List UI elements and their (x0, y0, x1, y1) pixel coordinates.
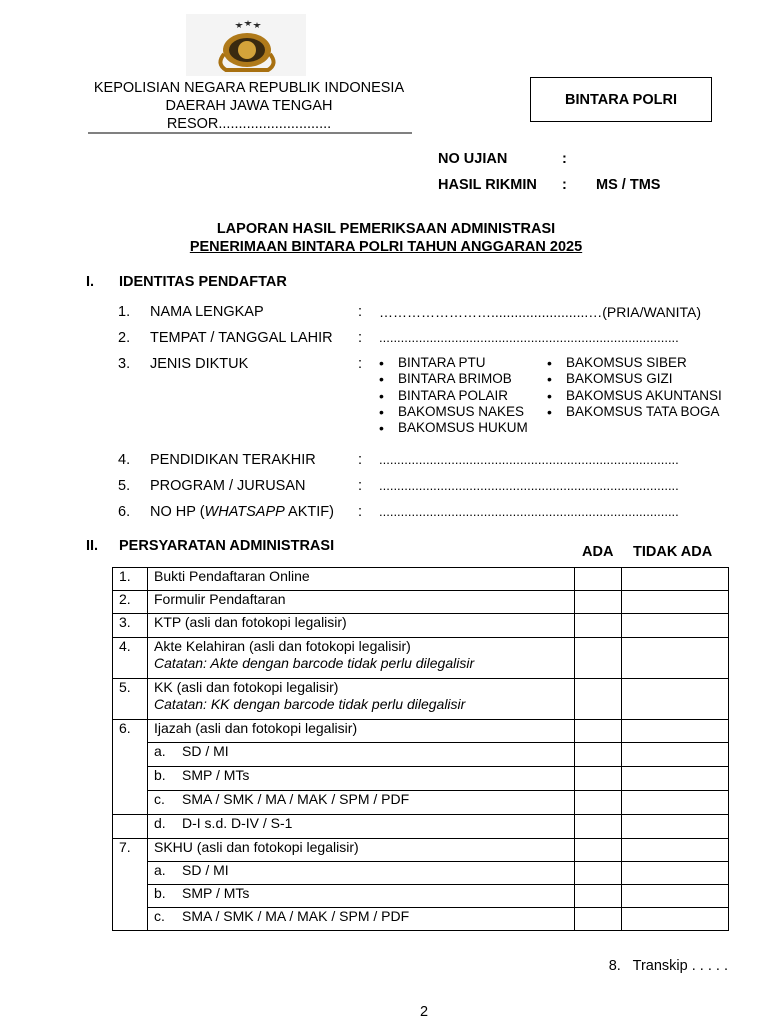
field-1-colon: : (358, 304, 363, 320)
tidak-ada-cell (622, 720, 729, 743)
table-row (113, 908, 729, 931)
ada-cell (575, 591, 622, 614)
row-number: 7. (113, 839, 148, 931)
tidak-ada-cell (622, 743, 729, 767)
hasil-rikmin-colon: : (562, 177, 567, 193)
field-pendidikan-terakhir-value: ................................................................................... (379, 452, 679, 467)
row-number: 3. (113, 614, 148, 638)
field-jenis-diktuk-label: JENIS DIKTUK (150, 356, 249, 372)
diktuk-option: • BAKOMSUS TATA BOGA (566, 404, 722, 420)
header-divider (88, 132, 412, 134)
row-text: Formulir Pendaftaran (148, 591, 575, 614)
org-region: DAERAH JAWA TENGAH (165, 98, 333, 114)
row-text: Bukti Pendaftaran Online (148, 568, 575, 591)
section-2-number: II. (86, 538, 99, 554)
sub-text: D-I s.d. D-IV / S-1 (182, 815, 293, 831)
sub-letter: a. (154, 862, 166, 878)
table-row (113, 791, 729, 815)
row-text (148, 791, 575, 815)
sub-letter: b. (154, 885, 166, 901)
field-5-colon: : (358, 478, 363, 494)
report-subtitle (86, 239, 686, 255)
column-tidak-ada-header: TIDAK ADA (633, 544, 713, 560)
organization-header (86, 79, 412, 133)
table-row (113, 638, 729, 679)
field-program-jurusan-label: PROGRAM / JURUSAN (150, 478, 306, 494)
diktuk-option: • BAKOMSUS GIZI (566, 371, 722, 387)
row-number: 5. (113, 679, 148, 720)
ada-cell (575, 862, 622, 885)
field-2-number: 2. (118, 330, 131, 346)
diktuk-option: • BINTARA PTU (398, 355, 528, 371)
ada-cell (575, 908, 622, 931)
ada-cell (575, 568, 622, 591)
sub-letter: a. (154, 743, 166, 759)
table-row (113, 839, 729, 862)
diktuk-options-left (398, 355, 528, 436)
ada-cell (575, 839, 622, 862)
diktuk-option: • BAKOMSUS SIBER (566, 355, 722, 371)
tidak-ada-cell (622, 591, 729, 614)
row-text (148, 862, 575, 885)
table-row (113, 679, 729, 720)
sub-text: SD / MI (182, 743, 229, 759)
tidak-ada-cell (622, 908, 729, 931)
field-2-colon: : (358, 330, 363, 346)
tidak-ada-cell (622, 614, 729, 638)
category-box (530, 77, 712, 122)
sub-text: SMA / SMK / MA / MAK / SPM / PDF (182, 908, 410, 924)
row-text (148, 885, 575, 908)
field-no-hp-label-post: AKTIF) (284, 504, 334, 520)
tidak-ada-cell (622, 815, 729, 839)
sub-letter: c. (154, 908, 165, 924)
tidak-ada-cell (622, 791, 729, 815)
tidak-ada-cell (622, 638, 729, 679)
table-row (113, 568, 729, 591)
row-text (148, 743, 575, 767)
row-number-empty (113, 815, 148, 839)
page-number: 2 (419, 1004, 429, 1020)
row-text: Ijazah (asli dan fotokopi legalisir) (148, 720, 575, 743)
tidak-ada-cell (622, 885, 729, 908)
row-text (148, 815, 575, 839)
hasil-rikmin-value: MS / TMS (596, 177, 661, 193)
field-tempat-tanggal-lahir-value: ................................................................................... (379, 330, 679, 345)
diktuk-option: • BINTARA BRIMOB (398, 371, 528, 387)
row-number: 6. (113, 720, 148, 815)
column-ada-header: ADA (582, 544, 614, 560)
row-number: 2. (113, 591, 148, 614)
police-emblem-logo (186, 14, 306, 76)
no-ujian-colon: : (562, 151, 567, 167)
field-4-colon: : (358, 452, 363, 468)
field-3-number: 3. (118, 356, 131, 372)
row-number: 4. (113, 638, 148, 679)
row-note: Catatan: Akte dengan barcode tidak perlu dilegalisir (154, 654, 475, 671)
row-text-main: KK (asli dan fotokopi legalisir) (154, 679, 339, 695)
category-box-label: BINTARA POLRI (565, 91, 677, 108)
diktuk-option: • BINTARA POLAIR (398, 388, 528, 404)
row-text (148, 638, 575, 679)
table-row (113, 815, 729, 839)
field-nama-lengkap-value: …………………….........................…(PRIA/WANITA) (379, 304, 702, 320)
ada-cell (575, 638, 622, 679)
field-6-number: 6. (118, 504, 131, 520)
hasil-rikmin-label: HASIL RIKMIN (438, 177, 537, 193)
sub-text: SMP / MTs (182, 767, 250, 783)
report-title: LAPORAN HASIL PEMERIKSAAN ADMINISTRASI (216, 221, 556, 237)
table-row (113, 591, 729, 614)
field-no-hp-label (150, 504, 334, 520)
field-pendidikan-terakhir-label: PENDIDIKAN TERAKHIR (150, 452, 316, 468)
row-number: 1. (113, 568, 148, 591)
next-page-continuation: 8. Transkip . . . . . (608, 958, 728, 974)
section-1-number: I. (86, 274, 95, 290)
tidak-ada-cell (622, 862, 729, 885)
row-text: KTP (asli dan fotokopi legalisir) (148, 614, 575, 638)
field-5-number: 5. (118, 478, 131, 494)
sub-letter: b. (154, 767, 166, 783)
table-row (113, 720, 729, 743)
field-3-colon: : (358, 356, 363, 372)
ada-cell (575, 720, 622, 743)
field-no-hp-label-em: WHATSAPP (204, 504, 285, 520)
row-text-main: Akte Kelahiran (asli dan fotokopi legalisir) (154, 638, 411, 654)
table-row (113, 862, 729, 885)
field-no-hp-label-pre: NO HP ( (150, 504, 205, 520)
table-row (113, 614, 729, 638)
org-resor: RESOR............................ (166, 116, 332, 132)
diktuk-option: • BAKOMSUS HUKUM (398, 420, 528, 436)
ada-cell (575, 743, 622, 767)
field-6-colon: : (358, 504, 363, 520)
ada-cell (575, 679, 622, 720)
field-tempat-tanggal-lahir-label: TEMPAT / TANGGAL LAHIR (150, 330, 333, 346)
row-text: SKHU (asli dan fotokopi legalisir) (148, 839, 575, 862)
sub-text: SMA / SMK / MA / MAK / SPM / PDF (182, 791, 410, 807)
tidak-ada-cell (622, 568, 729, 591)
sub-letter: d. (154, 815, 166, 831)
ada-cell (575, 791, 622, 815)
ada-cell (575, 767, 622, 791)
sub-letter: c. (154, 791, 165, 807)
table-row (113, 767, 729, 791)
field-4-number: 4. (118, 452, 131, 468)
field-nama-lengkap-label: NAMA LENGKAP (150, 304, 264, 320)
requirements-table (112, 567, 729, 931)
ada-cell (575, 885, 622, 908)
row-text (148, 679, 575, 720)
field-no-hp-value: ................................................................................... (379, 504, 679, 519)
tidak-ada-cell (622, 767, 729, 791)
diktuk-option: • BAKOMSUS AKUNTANSI (566, 388, 722, 404)
field-1-number: 1. (118, 304, 131, 320)
field-program-jurusan-value: ................................................................................... (379, 478, 679, 493)
table-row (113, 743, 729, 767)
row-text (148, 767, 575, 791)
table-row (113, 885, 729, 908)
org-name: KEPOLISIAN NEGARA REPUBLIK INDONESIA (93, 80, 405, 96)
tidak-ada-cell (622, 839, 729, 862)
row-note: Catatan: KK dengan barcode tidak perlu dilegalisir (154, 695, 466, 712)
section-2-title: PERSYARATAN ADMINISTRASI (119, 538, 335, 554)
sub-text: SMP / MTs (182, 885, 250, 901)
section-1-title: IDENTITAS PENDAFTAR (119, 274, 287, 290)
tidak-ada-cell (622, 679, 729, 720)
ada-cell (575, 815, 622, 839)
report-subtitle-text: PENERIMAAN BINTARA POLRI TAHUN ANGGARAN 2025 (189, 239, 583, 255)
sub-text: SD / MI (182, 862, 229, 878)
ada-cell (575, 614, 622, 638)
diktuk-option: • BAKOMSUS NAKES (398, 404, 528, 420)
diktuk-options-right (566, 355, 722, 420)
no-ujian-label: NO UJIAN (438, 151, 508, 167)
row-text (148, 908, 575, 931)
